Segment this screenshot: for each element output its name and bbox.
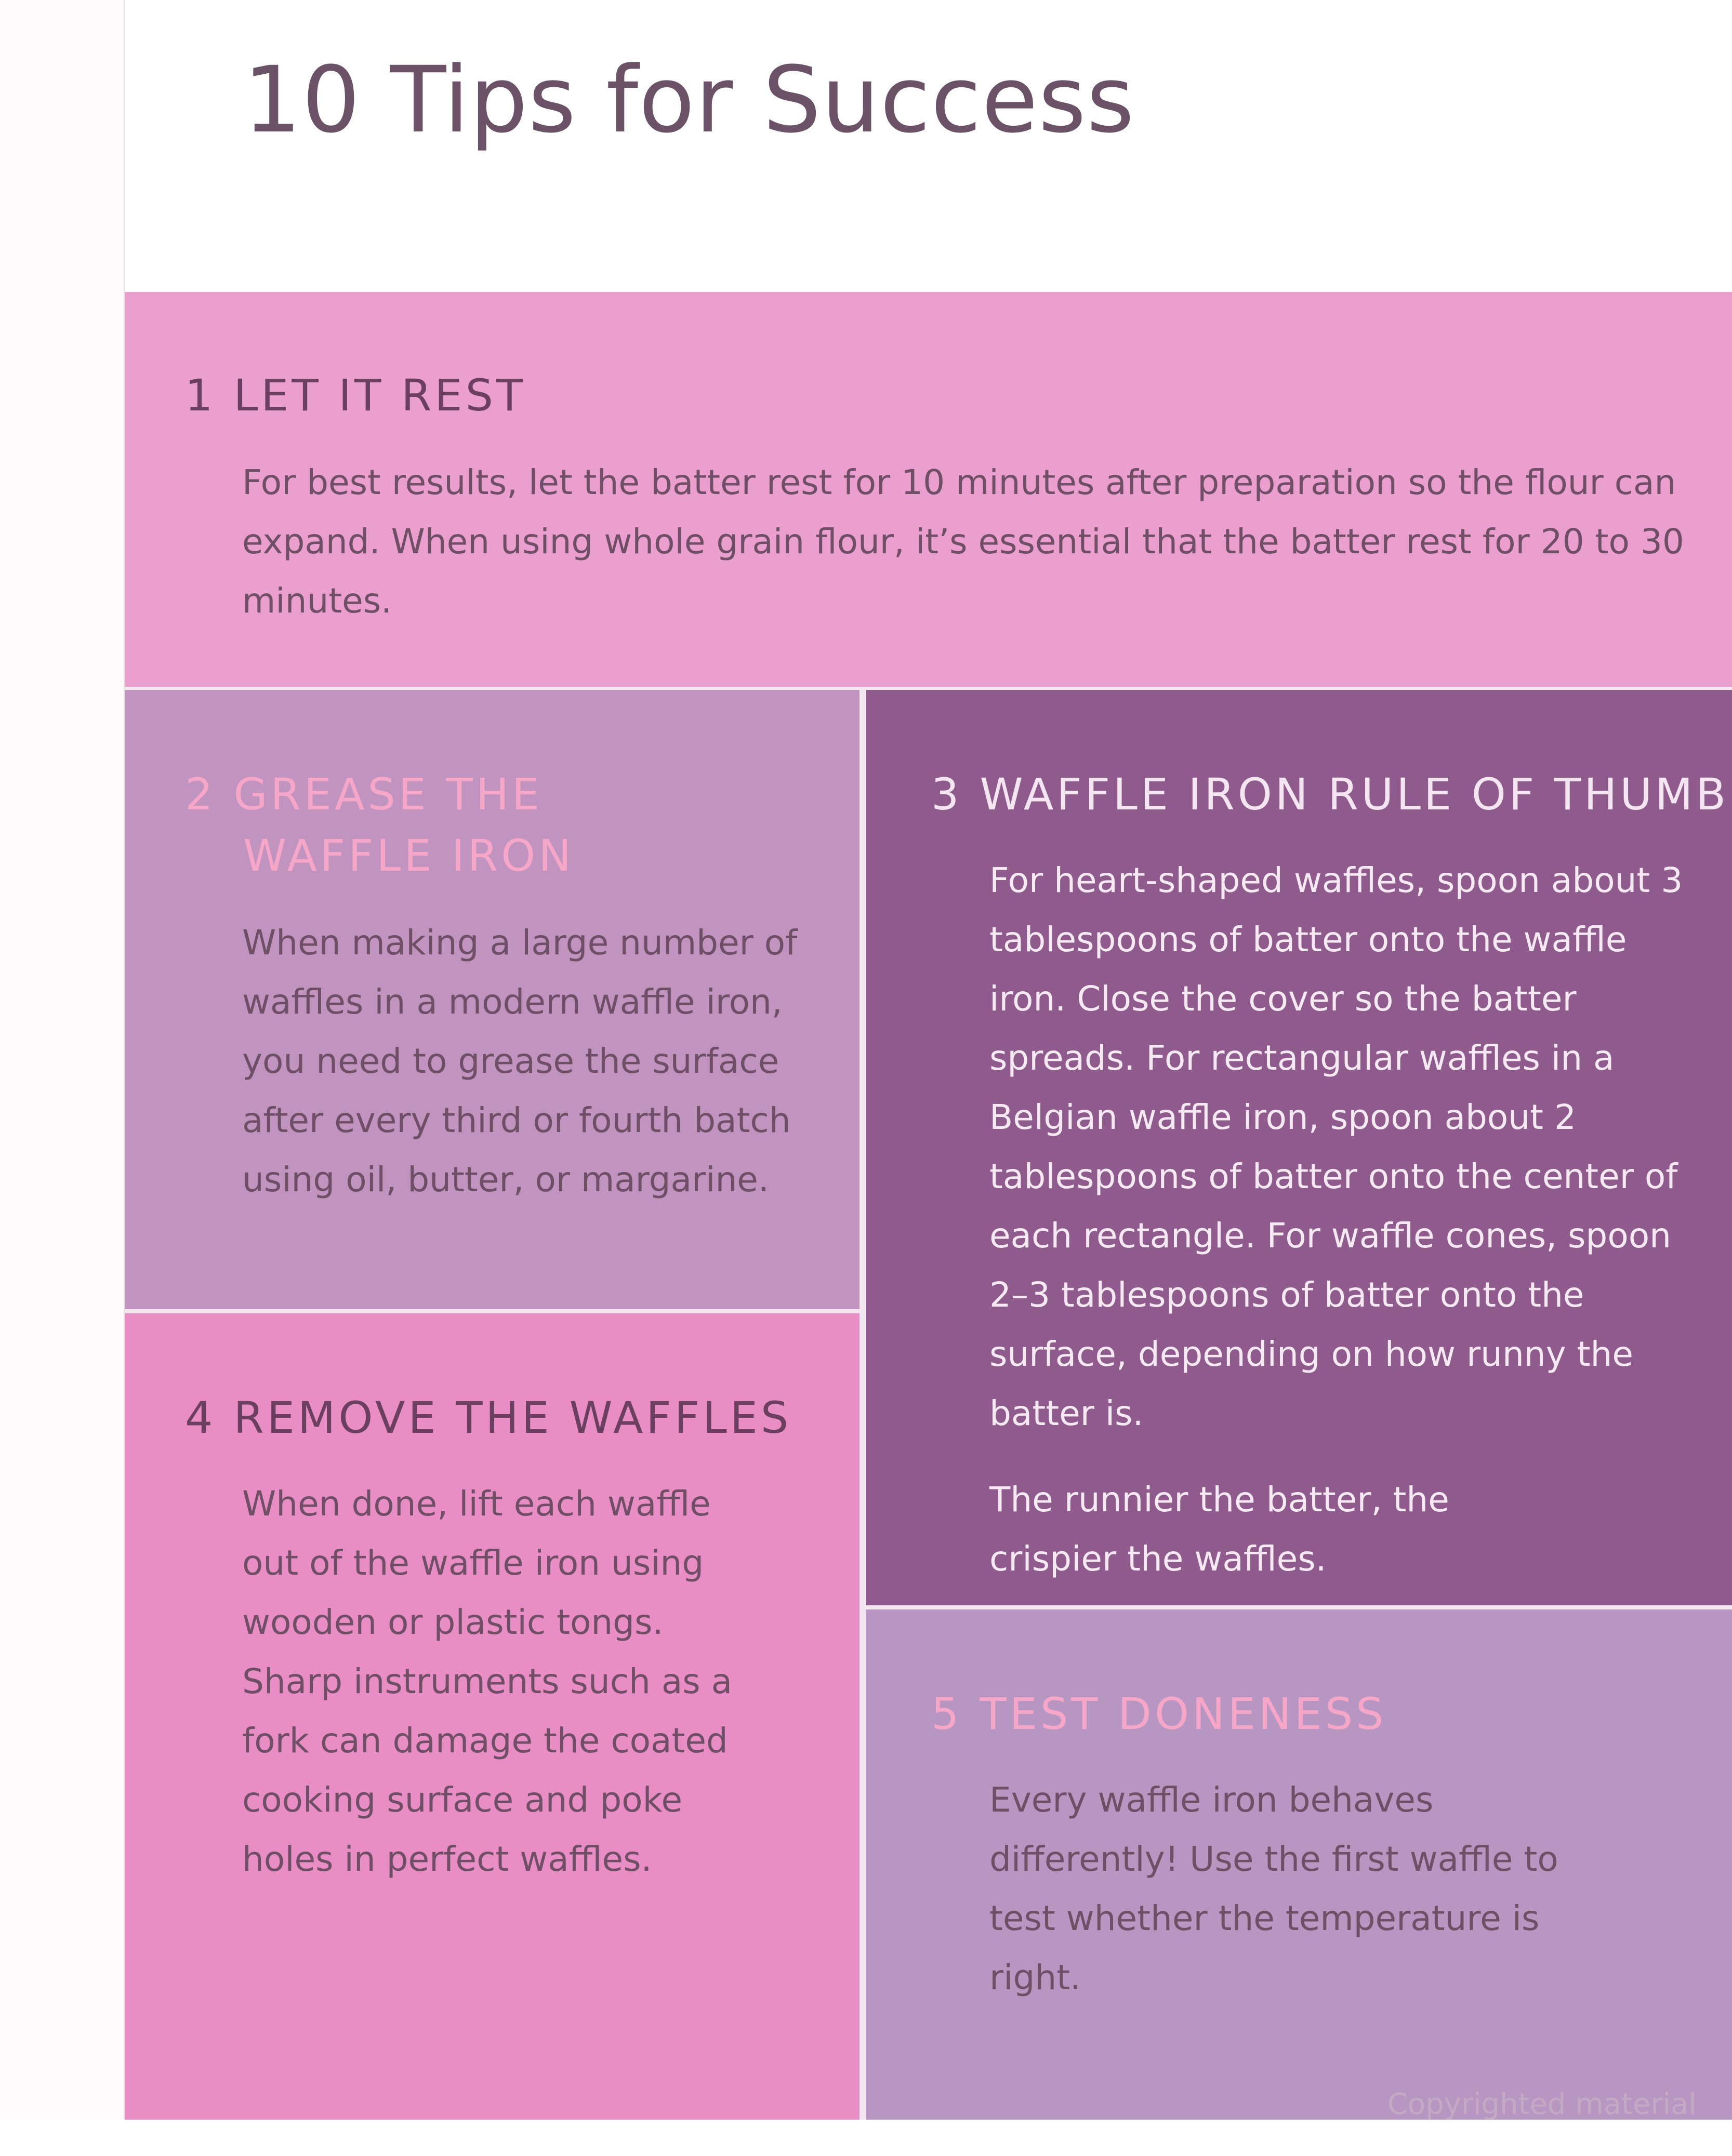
tip-5-title: TEST DONENESS <box>980 1688 1387 1739</box>
tip-5-panel <box>866 1609 1732 2120</box>
tip-4-panel <box>125 1313 860 2120</box>
divider <box>125 687 1732 690</box>
page-title: 10 Tips for Success <box>243 47 1135 153</box>
page-margin <box>0 0 125 2156</box>
tip-2-title-line-1: GREASE THE <box>233 769 543 820</box>
tip-4-number: 4 <box>185 1392 216 1443</box>
tip-1-paragraph: For best results, let the batter rest for 10 minutes after preparation so the flour can expand. When using whole grain flour, it’s essential that the batter rest for 20 to 30 minutes. <box>242 462 1684 621</box>
tip-4-title: REMOVE THE WAFFLES <box>233 1392 792 1443</box>
divider <box>860 690 866 2120</box>
tip-4-paragraph: When done, lift each waffle out of the waffle iron using wooden or plastic tongs. Sharp instruments such as a fork can damage the coated cooking surface and poke holes in perfect waffles. <box>242 1484 733 1879</box>
tip-5-paragraph: Every waffle iron behaves differently! Use the first waffle to test whether the temperature is right. <box>989 1780 1558 1998</box>
divider <box>125 1309 860 1313</box>
tip-1-title: LET IT REST <box>233 370 526 421</box>
tip-1-number: 1 <box>185 370 216 421</box>
tip-2-number: 2 <box>185 769 216 820</box>
tip-5-heading <box>931 1683 1386 1745</box>
tip-3-title: WAFFLE IRON RULE OF THUMB <box>980 769 1729 820</box>
divider <box>866 1605 1732 1609</box>
tip-3-panel <box>866 690 1732 1605</box>
tip-1-panel <box>125 292 1732 687</box>
page-header <box>125 0 1732 292</box>
tip-3-paragraph-2: The runnier the batter, the crispier the waffles. <box>989 1480 1449 1579</box>
tip-3-body <box>989 851 1686 1589</box>
tip-1-body <box>242 453 1718 631</box>
tip-5-body <box>989 1771 1603 2007</box>
tip-2-body <box>242 913 803 1209</box>
tip-3-number: 3 <box>931 769 962 820</box>
tip-3-heading <box>931 764 1729 825</box>
tip-1-heading <box>185 365 526 426</box>
tip-4-heading <box>185 1387 791 1448</box>
tip-2-paragraph: When making a large number of waffles in a modern waffle iron, you need to grease the surface after every third or fourth batch using oil, butter, or margarine. <box>242 923 798 1200</box>
tip-4-body <box>242 1474 751 1889</box>
tip-2-heading <box>185 764 574 886</box>
page-footer <box>0 2120 1732 2156</box>
tip-5-number: 5 <box>931 1688 962 1739</box>
copyright-notice: Copyrighted material <box>1387 2087 1697 2121</box>
tip-2-panel <box>125 690 860 1309</box>
tip-2-title-line-2: WAFFLE IRON <box>243 830 575 881</box>
tip-3-paragraph-1: For heart-shaped waffles, spoon about 3 tablespoons of batter onto the waffle iron. Close the cover so the batter spreads. For rectangular waffles in a Belgian waffle iron, spoon about 2 tablespoons of batter onto the center of each rectangle. For waffle cones, spoon 2–3 tablespoons of batter onto the surface, depending on how runny the batter is. <box>989 860 1683 1433</box>
